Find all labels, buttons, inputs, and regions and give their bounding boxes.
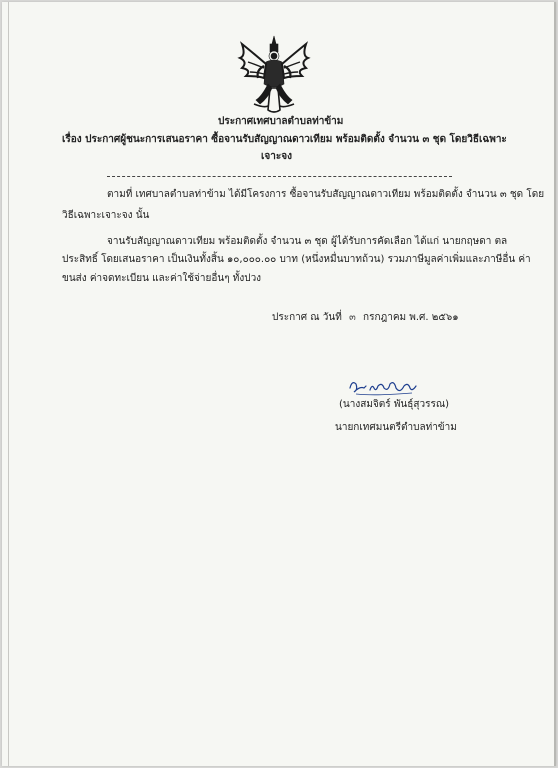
announce-label: ประกาศ ณ วันที่ [272, 312, 342, 323]
announcement-date [272, 312, 459, 324]
paragraph1-line2: วิธีเฉพาะเจาะจง นั้น [62, 210, 150, 221]
paragraph2-line1: จานรับสัญญาณดาวเทียม พร้อมติดตั้ง จำนวน ๓ ชุด ผู้ได้รับการคัดเลือก ได้แก่ นายกฤษดา ตล [107, 236, 508, 247]
signer-name: (นางสมจิตร์ พันธุ์สุวรรณ) [339, 399, 450, 410]
subject-line-1: เรื่อง ประกาศผู้ชนะการเสนอราคา ซื้อจานรับสัญญาณดาวเทียม พร้อมติดตั้ง จำนวน ๓ ชุด โดยวิธีเฉพาะ [62, 134, 507, 145]
paragraph2-line2: ประสิทธิ์ โดยเสนอราคา เป็นเงินทั้งสิ้น ๑๐,๐๐๐.๐๐ บาท (หนึ่งหมื่นบาทถ้วน) รวมภาษีมูลค่าเพิ่มและภาษีอื่น ค่า [62, 254, 531, 265]
subject-line-2: เจาะจง [261, 151, 293, 162]
announce-month-year: กรกฎาคม พ.ศ. ๒๕๖๑ [363, 312, 459, 323]
garuda-emblem-icon [234, 34, 314, 116]
document-page [2, 2, 556, 766]
paragraph1-line1: ตามที่ เทศบาลตำบลท่าข้าม ได้มีโครงการ ซื้อจานรับสัญญาณดาวเทียม พร้อมติดตั้ง จำนวน ๓ ชุด โดย [107, 189, 545, 200]
issuer-heading: ประกาศเทศบาลตำบลท่าข้าม [218, 116, 344, 127]
signer-position: นายกเทศมนตรีตำบลท่าข้าม [335, 422, 457, 433]
divider-line [107, 176, 452, 177]
paragraph2-line3: ขนส่ง ค่าจดทะเบียน และค่าใช้จ่ายอื่นๆ ทั้งปวง [62, 273, 262, 284]
announce-day: ๓ [348, 312, 356, 323]
handwritten-signature-icon [346, 376, 421, 398]
scan-edge-line [8, 2, 9, 766]
